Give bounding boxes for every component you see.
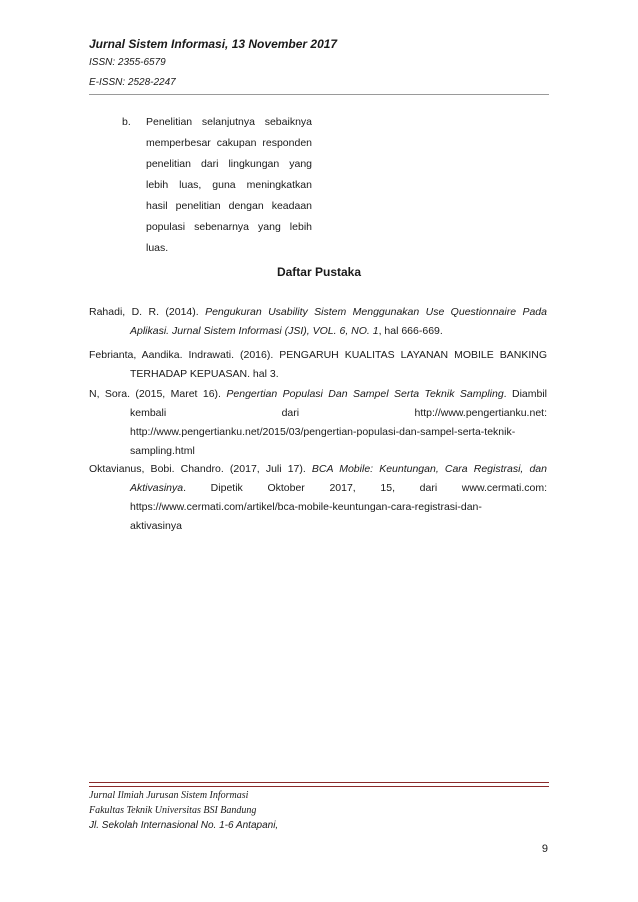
footer-line: Jurnal Ilmiah Jurusan Sistem Informasi <box>89 790 249 801</box>
ref-title: Aktivasinya <box>130 482 184 494</box>
list-line: lebih luas, guna meningkatkan <box>146 179 312 191</box>
reference-url: sampling.html <box>130 445 195 457</box>
reference-url: aktivasinya <box>130 520 182 532</box>
ref-text: Rahadi, D. R. (2014). <box>89 306 206 318</box>
reference-line: TERHADAP KEPUASAN. hal 3. <box>130 368 279 380</box>
ref-text: . Dipetik Oktober 2017, 15, dari www.cermati.com: <box>183 482 547 494</box>
ref-text: Oktavianus, Bobi. Chandro. (2017, Juli 17). <box>89 463 312 475</box>
footer-line: Jl. Sekolah Internasional No. 1-6 Antapani, <box>89 820 279 831</box>
reference-line: kembali dari http://www.pengertianku.net: <box>130 407 547 419</box>
reference-line <box>89 385 547 404</box>
page-number: 9 <box>541 843 548 855</box>
reference-febrianta <box>89 346 547 384</box>
reference-line <box>89 303 547 322</box>
ref-text: , hal 666-669. <box>378 325 443 337</box>
eissn: E-ISSN: 2528-2247 <box>89 77 176 88</box>
list-line: Penelitian selanjutnya sebaiknya <box>146 116 312 128</box>
ref-title: BCA Mobile: Keuntungan, Cara Registrasi, dan <box>311 463 547 475</box>
reference-sora <box>89 385 547 461</box>
reference-rahadi <box>89 303 547 341</box>
ref-title: Pengertian Populasi Dan Sampel Serta Teknik Sampling <box>226 388 504 400</box>
reference-line <box>89 322 547 341</box>
reference-line: Febrianta, Aandika. Indrawati. (2016). PENGARUH KUALITAS LAYANAN MOBILE BANKING <box>89 349 547 361</box>
reference-url: http://www.pengertianku.net/2015/03/pengertian-populasi-dan-sampel-serta-teknik- <box>130 426 516 438</box>
reference-url: https://www.cermati.com/artikel/bca-mobile-keuntungan-cara-registrasi-dan- <box>130 501 482 513</box>
reference-line <box>89 460 547 479</box>
footer-divider-thin <box>89 786 549 787</box>
ref-title: Pengukuran Usability Sistem Menggunakan Use Questionnaire Pada <box>205 306 547 318</box>
list-line: penelitian dari lingkungan yang <box>146 158 312 170</box>
ref-text: N, Sora. (2015, Maret 16). <box>89 388 227 400</box>
ref-journal: Aplikasi. Jurnal Sistem Informasi (JSI), VOL. 6, NO. 1 <box>130 325 379 337</box>
header-divider <box>89 94 549 95</box>
issn: ISSN: 2355-6579 <box>89 57 166 68</box>
list-line: populasi sebenarnya yang lebih <box>146 221 312 233</box>
reference-oktavianus <box>89 460 547 536</box>
reference-line <box>89 479 547 498</box>
footer-line: Fakultas Teknik Universitas BSI Bandung <box>89 805 257 816</box>
list-marker: b. <box>122 116 131 128</box>
ref-text: . Diambil <box>503 388 547 400</box>
list-line: hasil penelitian dengan keadaan <box>146 200 312 212</box>
list-line: memperbesar cakupan responden <box>146 137 312 149</box>
list-line: luas. <box>146 242 169 254</box>
footer-divider <box>89 782 549 783</box>
list-item-text <box>146 112 312 259</box>
journal-header: Jurnal Sistem Informasi, 13 November 2017 <box>89 37 338 51</box>
section-title: Daftar Pustaka <box>276 265 362 279</box>
